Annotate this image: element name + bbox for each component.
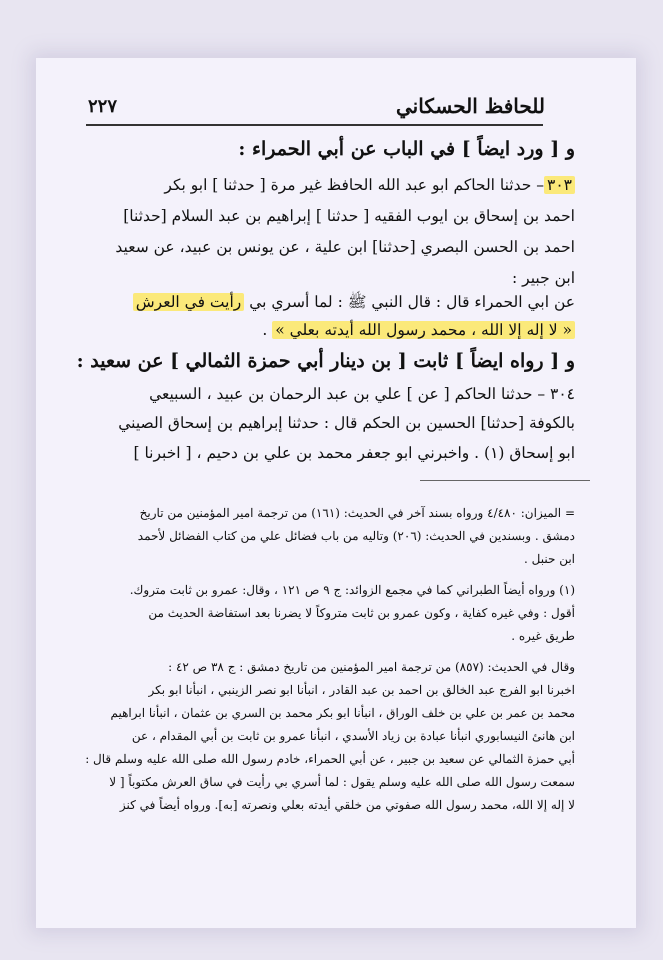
footnote-3-line-3: محمد بن عمر بن علي بن خلف الوراق ، انبأنا ابو بكر محمد بن السري بن عثمان ، انبأنا ابراهيم: [110, 706, 575, 720]
footnote-3-line-6: سمعت رسول الله صلى الله عليه وسلم يقول : لما أسري بي رأيت في ساق العرش مكتوباً [ لا: [109, 775, 575, 789]
footnote-1-line-1: = الميزان: ٤/٤٨٠ ورواه بسند آخر في الحديث: (١٦١) من ترجمة امير المؤمنين من تاريخ: [139, 506, 575, 520]
running-header-title: للحافظ الحسكاني: [395, 94, 545, 118]
footnote-3-line-5: أبي حمزة الثمالي عن سعيد بن جبير ، عن أبي الحمراء، خادم رسول الله صلى الله عليه وسلم قال :: [85, 752, 575, 766]
footnote-3-line-2: اخبرنا ابو الفرج عبد الخالق بن احمد بن عبد القادر ، انبأنا ابو نصر الزينبي ، انبأنا ابو بكر: [148, 683, 575, 697]
quote-line-2: « لا إله إلا الله ، محمد رسول الله أيدته بعلي » .: [262, 321, 575, 339]
hadith-304-line-2: بالكوفة [حدثنا] الحسين بن الحكم قال : حدثنا إبراهيم بن إسحاق الصيني: [118, 414, 575, 432]
footnote-3-line-1: وقال في الحديث: (٨٥٧) من ترجمة امير المؤمنين من تاريخ دمشق : ج ٣٨ ص ٤٢ :: [168, 660, 575, 674]
highlighted-quote: « لا إله إلا الله ، محمد رسول الله أيدته بعلي »: [272, 321, 575, 339]
hadith-number: ٣٠٣: [544, 176, 575, 194]
footnote-1-line-3: ابن حنبل .: [524, 552, 575, 566]
section-heading-1: و [ ورد ايضاً ] في الباب عن أبي الحمراء :: [238, 138, 575, 160]
quote-line-1: عن ابي الحمراء قال : قال النبي ﷺ : لما أسري بي رأيت في العرش: [133, 292, 575, 315]
footnote-3-line-4: ابن هانئ النيسابوري انبأنا عبادة بن زياد الأسدي ، انبأنا عمرو بن ثابت بن أبي المقدام ، عن: [131, 729, 575, 743]
footnote-2-line-2: أقول : وفي غيره كفاية ، وكون عمرو بن ثابت متروكاً لا يضرنا بعد استفاضة الحديث من: [148, 606, 575, 620]
hadith-303-line-4: ابن جبير :: [512, 269, 575, 287]
footnote-2-line-1: (١) ورواه أيضاً الطبراني كما في مجمع الزوائد: ج ٩ ص ١٢١ ، وقال: عمرو بن ثابت متروك.: [129, 583, 575, 597]
hadith-303-line-1: ٣٠٣– حدثنا الحاكم ابو عبد الله الحافظ غير مرة [ حدثنا ] ابو بكر: [164, 176, 575, 194]
header-rule: [86, 124, 543, 126]
page-number: ٢٢٧: [88, 96, 118, 117]
footnote-3-line-7: لا إله إلا الله، محمد رسول الله صفوتي من خلقي أيدته بعلي ونصرته [به]. ورواه أيضاً في كنز: [119, 798, 575, 812]
footnote-divider: [420, 480, 590, 481]
highlighted-phrase: رأيت في العرش: [133, 293, 245, 311]
footnote-1-line-2: دمشق . وبسندين في الحديث: (٢٠٦) وتاليه من باب فضائل علي من كتاب الفضائل لأحمد: [137, 529, 575, 543]
section-heading-2: و [ رواه ايضاً ] ثابت [ بن دينار أبي حمزة الثمالي ] عن سعيد :: [76, 350, 575, 372]
footnote-2-line-3: طريق غيره .: [511, 629, 575, 643]
hadith-303-line-3: احمد بن الحسن البصري [حدثنا] ابن علية ، عن يونس بن عبيد، عن سعيد: [115, 238, 575, 256]
hadith-303-line-2: احمد بن إسحاق بن ايوب الفقيه [ حدثنا ] إبراهيم بن عبد السلام [حدثنا]: [123, 207, 575, 225]
hadith-304-line-3: ابو إسحاق (١) . واخبرني ابو جعفر محمد بن علي بن دحيم ، [ اخبرنا ]: [133, 444, 575, 462]
hadith-304-line-1: ٣٠٤ – حدثنا الحاكم [ عن ] علي بن عبد الرحمان بن عبيد ، السبيعي: [149, 385, 575, 403]
